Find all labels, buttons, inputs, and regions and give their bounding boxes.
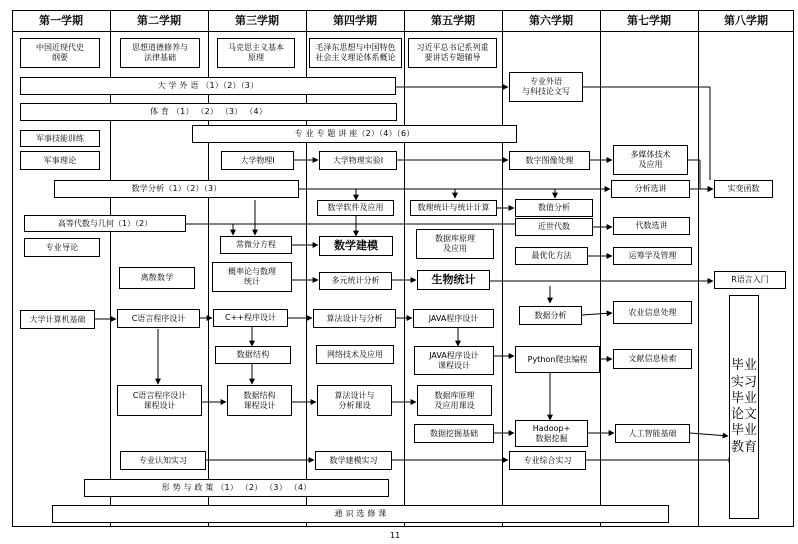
course-intro-major: 专业导论	[24, 238, 100, 257]
course-c-programming: C语言程序设计	[117, 309, 200, 328]
semester-7-header: 第七学期	[627, 14, 671, 27]
course-python-crawler: Python爬虫编程	[515, 346, 600, 373]
course-java-programming: JAVA程序设计	[413, 309, 494, 328]
course-algorithm-project: 算法设计与 分析课设	[317, 385, 392, 416]
course-data-mining: 数据挖掘基础	[414, 424, 494, 443]
course-physical-education: 体 育 （1） （2） （3） （4）	[20, 103, 397, 121]
semester-8-header: 第八学期	[724, 14, 768, 27]
course-math-software: 数学软件及应用	[317, 200, 394, 216]
course-c-project: C语言程序设计 课程设计	[117, 385, 202, 416]
course-algebra-selected: 代数选讲	[613, 217, 690, 235]
semester-4-header: 第四学期	[333, 14, 377, 27]
course-physics: 大学物理Ⅰ	[221, 151, 294, 170]
course-modern-algebra: 近世代数	[515, 218, 593, 236]
course-comprehensive-practice: 专业综合实习	[509, 451, 586, 470]
course-database-application: 数据库原理 及应用	[416, 229, 494, 259]
course-data-structure: 数据结构	[215, 346, 291, 364]
course-digital-image: 数字图像处理	[509, 151, 590, 170]
course-network-technology: 网络技术及应用	[316, 345, 394, 364]
course-math-modeling: 数学建模	[319, 236, 393, 256]
course-professional-lectures: 专 业 专 题 讲 座（2）（4）（6）	[192, 125, 517, 143]
course-operations-research: 运筹学及管理	[613, 247, 692, 265]
course-data-analysis: 数据分析	[519, 306, 582, 325]
course-mao-theory: 毛泽东思想与中国特色 社会主义理论体系概论	[309, 38, 402, 68]
column-divider	[502, 10, 503, 527]
course-biostatistics: 生物统计	[417, 270, 490, 290]
course-ai-basics: 人工智能基础	[615, 424, 690, 443]
course-java-project: JAVA程序设计 课程设计	[414, 346, 494, 375]
course-multivariate-statistics: 多元统计分析	[319, 272, 392, 290]
column-divider	[600, 10, 601, 527]
page-number: 11	[390, 531, 401, 540]
course-professional-english: 专业外语 与科技论文写	[509, 72, 583, 102]
course-situation-policy: 形 势 与 政 策 （1） （2） （3） （4）	[84, 479, 389, 497]
course-database-project: 数据库原理 及应用课设	[417, 385, 492, 416]
course-military-theory: 军事理论	[20, 151, 100, 170]
course-xi-thought: 习近平总书记系列重 要讲话专题辅导	[408, 38, 497, 68]
course-graduation: 毕业实习 毕业论文 毕业教育	[729, 295, 759, 519]
course-military-training: 军事技能训练	[20, 130, 100, 147]
course-computer-basics: 大学计算机基础	[20, 310, 95, 329]
course-general-elective: 通 识 选 修 课	[52, 505, 669, 523]
course-math-analysis: 数学分析（1）（2）（3）	[54, 180, 299, 198]
course-optimization: 最优化方法	[515, 247, 588, 265]
course-discrete-math: 离散数学	[119, 267, 195, 289]
course-cpp-programming: C++程序设计	[213, 309, 288, 327]
course-data-structure-project: 数据结构 课程设计	[227, 385, 292, 416]
course-real-complex: 实变函数	[714, 180, 773, 198]
course-multimedia: 多媒体技术 及应用	[613, 145, 688, 175]
column-divider	[404, 10, 405, 527]
semester-1-header: 第一学期	[39, 14, 83, 27]
course-r-language: R语言入门	[714, 271, 786, 289]
course-analysis-selected: 分析选讲	[611, 180, 690, 198]
course-ode: 常微分方程	[220, 236, 292, 254]
course-algebra-geometry: 高等代数与几何（1）（2）	[24, 215, 186, 232]
course-marxism: 马克思主义基本 原理	[217, 38, 295, 68]
course-probability-statistics: 概率论与数理 统计	[212, 262, 292, 292]
header-divider	[12, 31, 794, 32]
course-numerical-analysis: 数值分析	[515, 199, 593, 217]
course-literature-retrieval: 文献信息检索	[613, 349, 692, 369]
semester-6-header: 第六学期	[529, 14, 573, 27]
course-modern-history: 中国近现代史 纲要	[20, 38, 100, 68]
course-ethics-law: 思想道德修养与 法律基础	[120, 38, 200, 68]
course-college-english: 大 学 外 语 （1）（2）（3）	[20, 77, 396, 95]
course-physics-lab: 大学物理实验Ⅰ	[319, 151, 397, 170]
course-cognition-practice: 专业认知实习	[120, 451, 206, 470]
course-modeling-practice: 数学建模实习	[315, 451, 392, 470]
course-engineering-stats: 数理统计与统计计算	[410, 200, 497, 216]
column-divider	[698, 10, 699, 527]
course-hadoop: Hadoop+ 数据挖掘	[515, 420, 588, 447]
semester-5-header: 第五学期	[431, 14, 475, 27]
semester-2-header: 第二学期	[137, 14, 181, 27]
course-agricultural-info: 农业信息处理	[613, 301, 692, 324]
semester-3-header: 第三学期	[235, 14, 279, 27]
course-algorithm-design: 算法设计与分析	[313, 309, 396, 328]
